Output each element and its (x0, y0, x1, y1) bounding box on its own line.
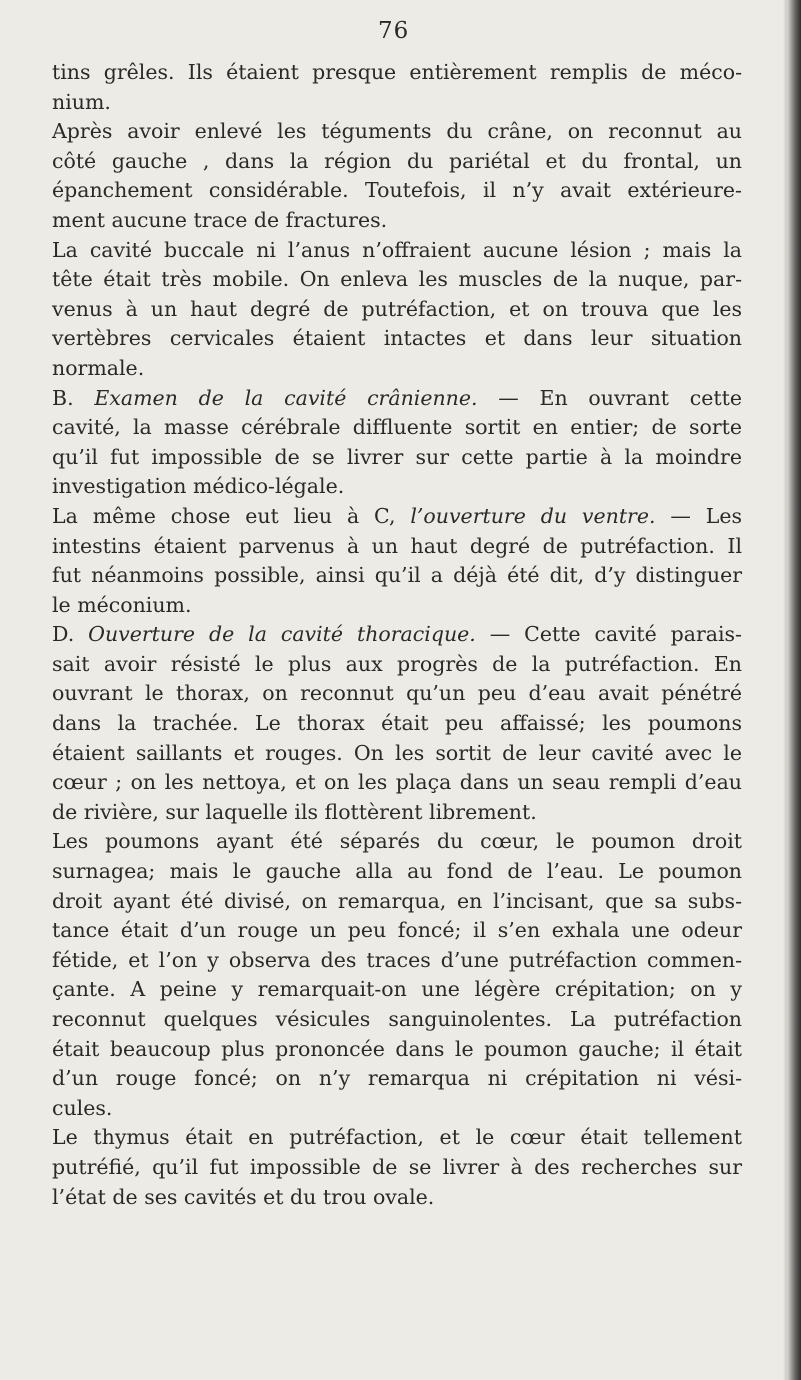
text-line (52, 147, 742, 177)
section-heading: Examen de la cavité crânienne. (94, 385, 478, 410)
line-text: Le thymus était en putréfaction, et le cœur était tellement (52, 1125, 742, 1150)
line-text: l’état de ses cavités et du trou ovale. (52, 1184, 435, 1209)
line-prefix: B. (52, 385, 95, 410)
text-line (52, 620, 742, 650)
line-prefix: La même chose eut lieu à C, (52, 503, 411, 528)
line-text: surnagea; mais le gauche alla au fond de l’eau. Le poumon (52, 859, 742, 884)
text-line (52, 324, 742, 354)
page-edge (787, 0, 801, 1380)
text-line (52, 58, 742, 88)
line-text: fétide, et l’on y observa des traces d’une putréfaction commen- (52, 947, 742, 972)
text-line (52, 532, 742, 562)
text-line (52, 857, 742, 887)
line-text: sait avoir résisté le plus aux progrès de la putréfaction. En (52, 651, 742, 676)
text-line (52, 295, 742, 325)
section-heading: l’ouverture du ventre. (410, 503, 656, 528)
line-text: droit ayant été divisé, on remarqua, en l’incisant, que sa subs- (52, 888, 742, 913)
text-line (52, 502, 742, 532)
line-text: tance était d’un rouge un peu foncé; il s’en exhala une odeur (52, 918, 742, 943)
text-line (52, 798, 742, 828)
line-text: nium. (52, 89, 111, 114)
text-line (52, 709, 742, 739)
line-text: dans la trachée. Le thorax était peu affaissé; les poumons (52, 711, 742, 736)
line-text: fut néanmoins possible, ainsi qu’il a déjà été dit, d’y distinguer (52, 563, 742, 588)
text-line (52, 827, 742, 857)
line-text: ment aucune trace de fractures. (52, 207, 388, 232)
text-line (52, 443, 742, 473)
line-text: Les poumons ayant été séparés du cœur, le poumon droit (52, 829, 742, 854)
line-text: — Cette cavité parais- (475, 622, 742, 647)
line-text: cules. (52, 1095, 113, 1120)
line-text: de rivière, sur laquelle ils flottèrent librement. (52, 799, 537, 824)
line-text: intestins étaient parvenus à un haut degré de putréfaction. Il (52, 533, 742, 558)
line-text: reconnut quelques vésicules sanguinolentes. La putréfaction (52, 1007, 742, 1031)
line-text: épanchement considérable. Toutefois, il n’y avait extérieure- (52, 178, 742, 203)
text-line (52, 1035, 742, 1065)
line-text: vertèbres cervicales étaient intactes et dans leur situation (52, 326, 742, 351)
line-prefix: D. (52, 622, 89, 647)
text-line (52, 88, 742, 118)
text-line (52, 472, 742, 502)
text-line (52, 650, 742, 680)
section-heading: Ouverture de la cavité thoracique. (88, 622, 476, 647)
text-line (52, 236, 742, 266)
line-text: ouvrant le thorax, on reconnut qu’un peu d’eau avait pénétré (52, 681, 742, 706)
line-text: tins grêles. Ils étaient presque entièrement remplis de méco- (52, 60, 742, 84)
text-line (52, 384, 742, 414)
line-text: étaient saillants et rouges. On les sortit de leur cavité avec le (52, 740, 742, 765)
line-text: qu’il fut impossible de se livrer sur cette partie à la moindre (52, 444, 742, 469)
text-line (52, 1183, 742, 1213)
line-text: cœur ; on les nettoya, et on les plaça dans un seau rempli d’eau (52, 770, 742, 795)
body-text (52, 58, 742, 1212)
line-text: investigation médico-légale. (52, 474, 345, 499)
line-text: La cavité buccale ni l’anus n’offraient aucune lésion ; mais la (52, 237, 742, 262)
text-line (52, 1064, 742, 1094)
text-line (52, 1153, 742, 1183)
line-text: — Les (655, 503, 742, 528)
line-text: côté gauche , dans la région du pariétal et du frontal, un (52, 148, 742, 173)
text-line (52, 591, 742, 621)
line-text: le méconium. (52, 592, 192, 617)
line-text: çante. A peine y remarquait-on une légère crépitation; on y (52, 977, 742, 1002)
line-text: putréfié, qu’il fut impossible de se livrer à des recherches sur (52, 1154, 742, 1179)
text-line (52, 176, 742, 206)
text-line (52, 768, 742, 798)
line-text: — En ouvrant cette (477, 385, 742, 410)
text-line (52, 739, 742, 769)
text-line (52, 1005, 742, 1035)
text-line (52, 679, 742, 709)
line-text: Après avoir enlevé les téguments du crâne, on reconnut au (52, 119, 742, 144)
line-text: d’un rouge foncé; on n’y remarqua ni crépitation ni vési- (52, 1066, 742, 1091)
line-text: était beaucoup plus prononcée dans le poumon gauche; il était (52, 1036, 742, 1061)
text-line (52, 413, 742, 443)
text-line (52, 561, 742, 591)
text-line (52, 206, 742, 236)
text-line (52, 354, 742, 384)
page-number: 76 (378, 18, 410, 44)
text-line (52, 916, 742, 946)
line-text: tête était très mobile. On enleva les muscles de la nuque, par- (52, 267, 742, 292)
text-line (52, 946, 742, 976)
text-line (52, 975, 742, 1005)
text-line (52, 117, 742, 147)
text-line (52, 887, 742, 917)
text-line (52, 1123, 742, 1153)
line-text: venus à un haut degré de putréfaction, et on trouva que les (52, 296, 742, 321)
text-line (52, 1094, 742, 1124)
line-text: normale. (52, 355, 145, 380)
line-text: cavité, la masse cérébrale diffluente sortit en entier; de sorte (52, 415, 742, 440)
text-line (52, 265, 742, 295)
